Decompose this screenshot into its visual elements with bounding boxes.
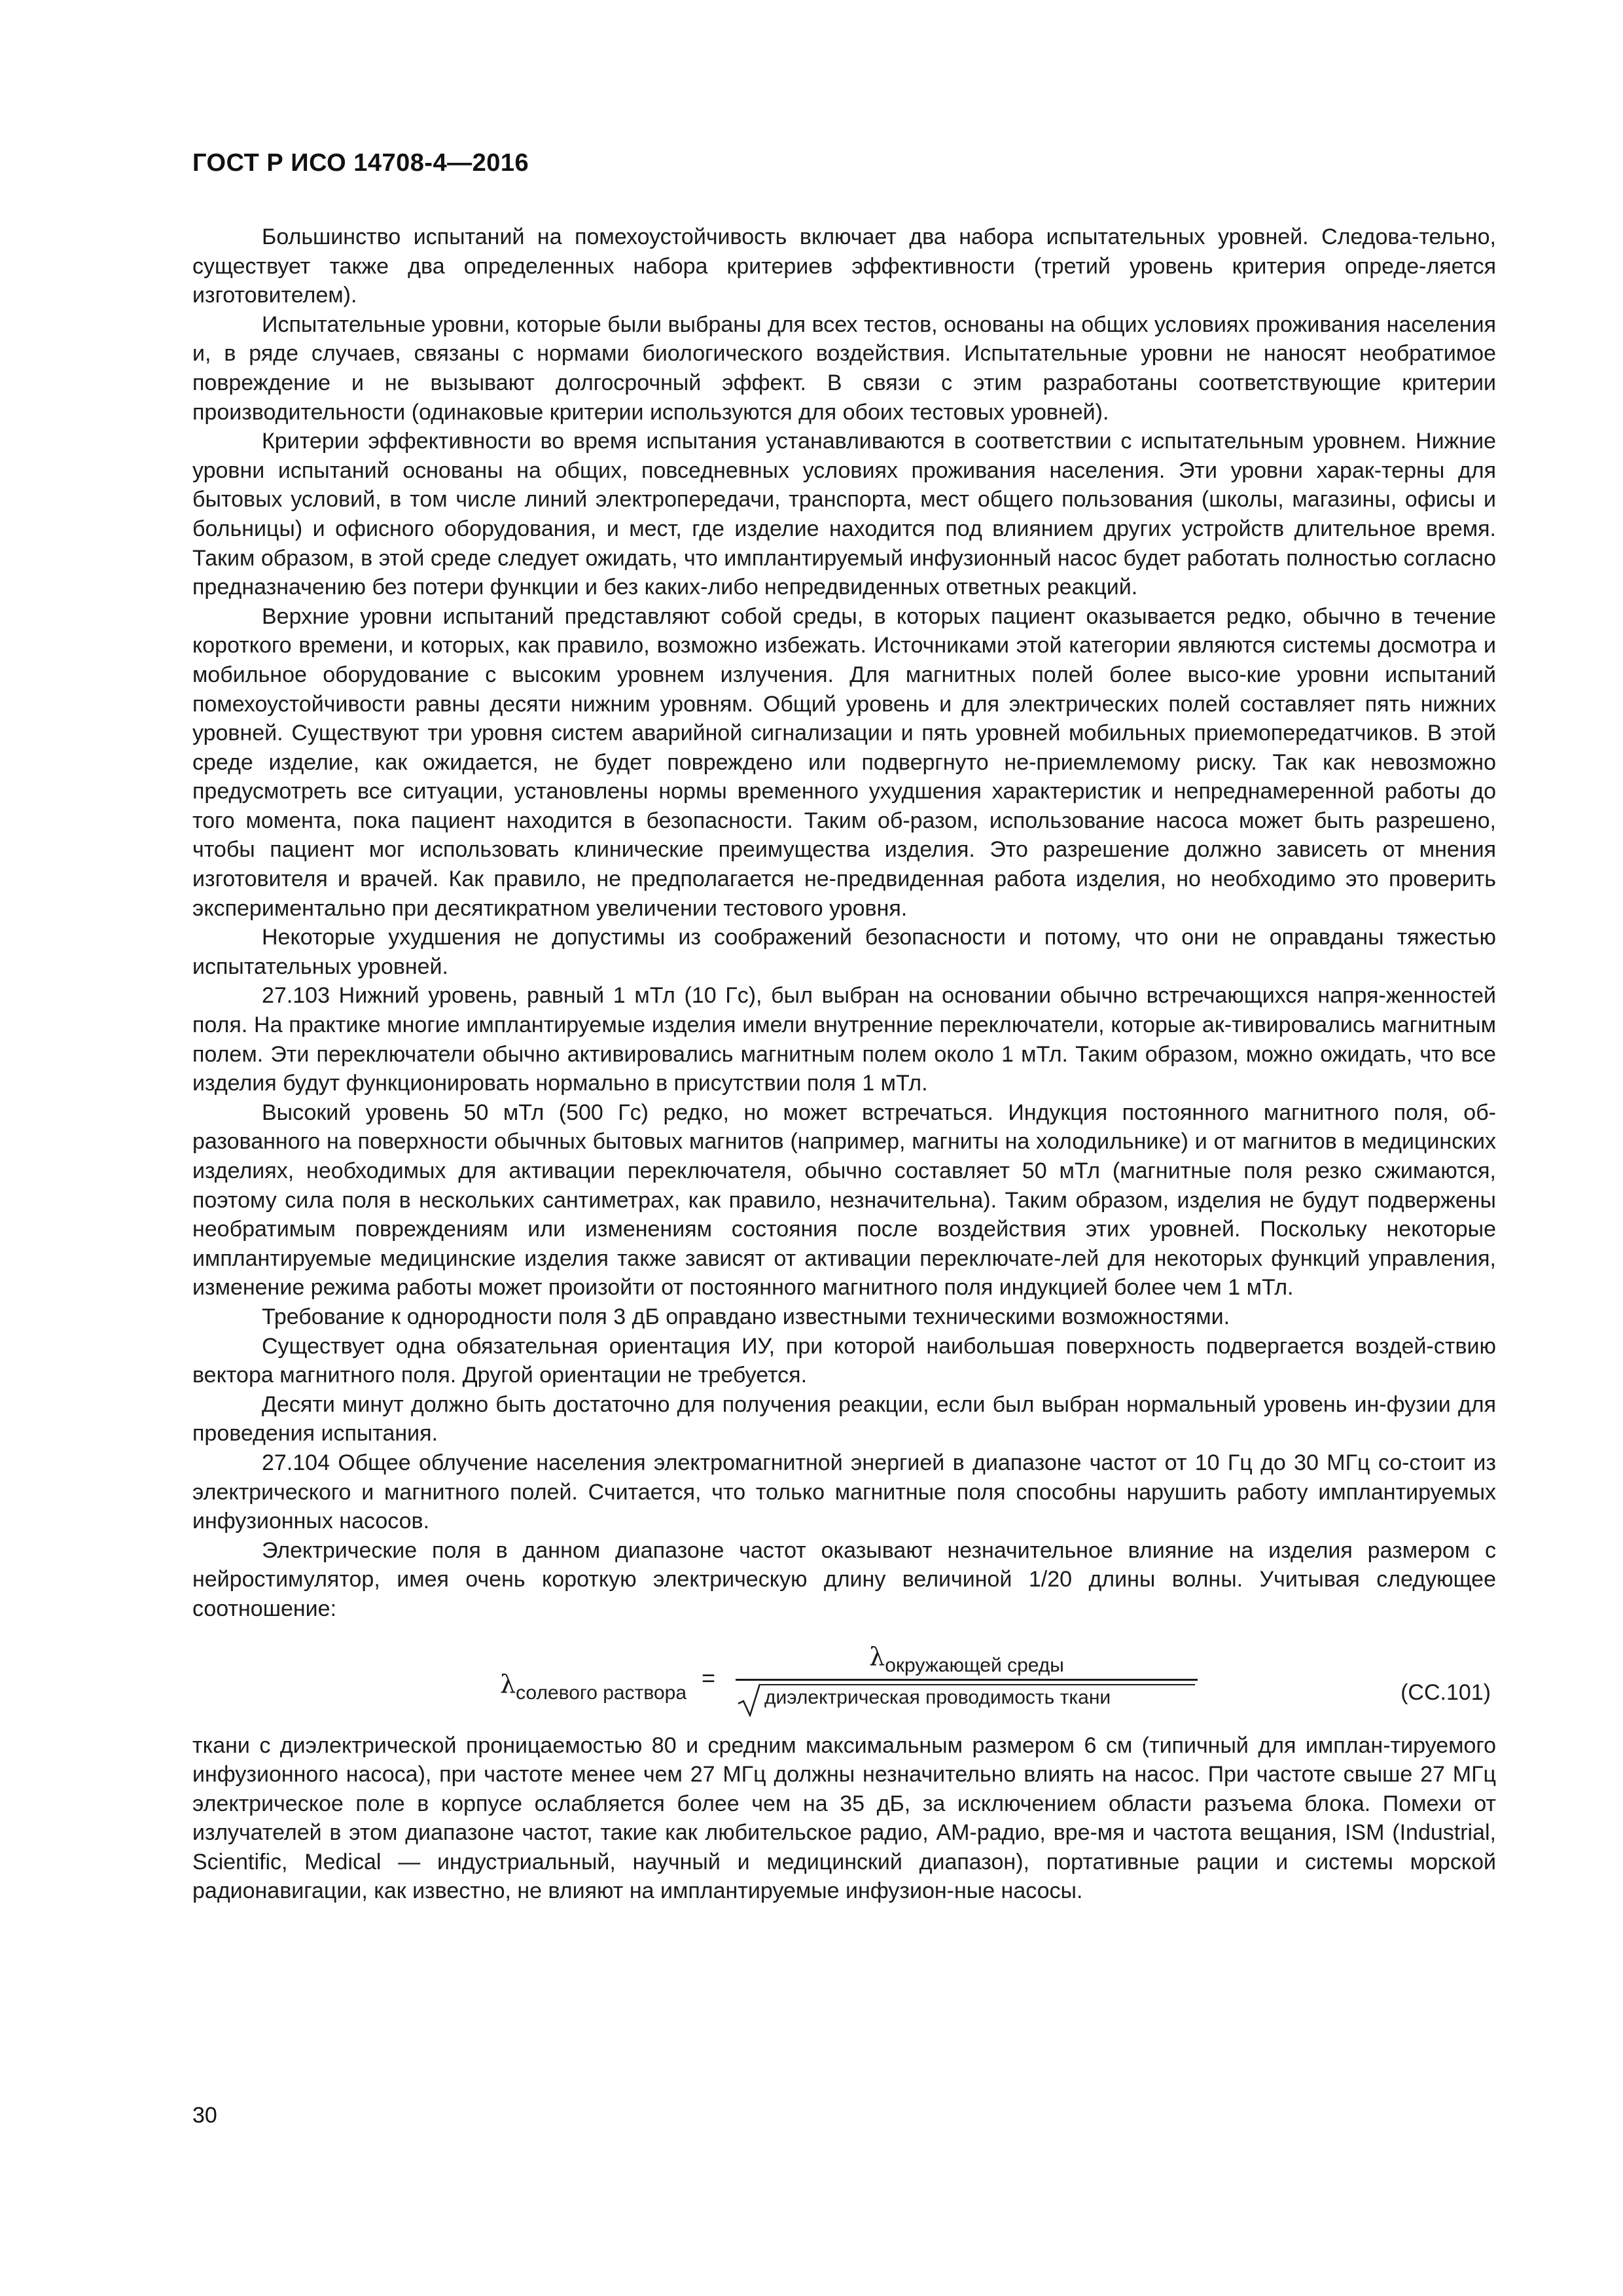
paragraph: Испытательные уровни, которые были выбраны для всех тестов, основаны на общих условиях проживания населения и, в ряде случаев, связаны с нормами биологического воздействия. Испытательные уровни не наносят необратимое повреждение и не вызывают долгосрочный эффект. В связи с этим разработаны соответствующие критерии производительности (одинаковые критерии используются для обоих тестовых уровней).: [192, 312, 1496, 425]
formula-numerator-subscript: окружающей среды: [885, 1654, 1064, 1676]
paragraph: 27.104 Общее облучение населения электромагнитной энергией в диапазоне частот от 10 Гц до 30 МГц со-стоит из электрического и магнитного полей. Считается, что только магнитные поля способны нарушить работу имплантируемых инфузионных насосов.: [192, 1450, 1496, 1534]
formula-numerator: [736, 1641, 1198, 1676]
formula-denominator: диэлектрическая проводимость ткани: [764, 1686, 1111, 1708]
lambda-symbol: λ: [869, 1641, 885, 1671]
page-number: 30: [192, 2103, 217, 2128]
formula-left-side: [500, 1669, 687, 1704]
lambda-symbol: λ: [500, 1669, 516, 1698]
formula-left-subscript: солевого раствора: [516, 1681, 687, 1704]
square-root-icon: [737, 1681, 760, 1717]
body-text: [192, 223, 1496, 1906]
paragraph: Большинство испытаний на помехоустойчивость включает два набора испытательных уровней. Следова-тельно, существует также два определенных набора критериев эффективности (третий уровень критерия опреде-ляется изготовителем).: [192, 224, 1496, 308]
formula-fraction: [736, 1638, 1198, 1722]
square-root-bar: [760, 1684, 1195, 1685]
paragraph: Существует одна обязательная ориентация ИУ, при которой наибольшая поверхность подвергается воздей-ствию вектора магнитного поля. Другой ориентации не требуется.: [192, 1333, 1496, 1388]
paragraph: Электрические поля в данном диапазоне частот оказывают незначительное влияние на изделия размером с нейростимулятор, имея очень короткую электрическую длину величиной 1/20 длины волны. Учитывая следующее соотношение:: [192, 1537, 1496, 1621]
formula: [500, 1638, 1207, 1722]
formula-block: [192, 1638, 1496, 1722]
paragraph: Некоторые ухудшения не допустимы из соображений безопасности и потому, что они не оправданы тяжестью испытательных уровней.: [192, 925, 1496, 979]
paragraph: Верхние уровни испытаний представляют собой среды, в которых пациент оказывается редко, обычно в течение короткого времени, и которых, как правило, возможно избежать. Источниками этой категории являются системы досмотра и мобильное оборудование с высоким уровнем излучения. Для магнитных полей более высо-кие уровни испытаний помехоустойчивости равны десяти нижним уровням. Общий уровень и для электрических полей составляет пять нижних уровней. Существуют три уровня систем аварийной сигнализации и пять уровней мобильных приемопередатчиков. В этой среде изделие, как ожидается, не будет повреждено или подвергнуто не-приемлемому риску. Так как невозможно предусмотреть все ситуации, установлены нормы временного ухудшения характеристик и непреднамеренной работы до того момента, пока пациент находится в безопасности. Таким об-разом, использование насоса может быть разрешено, чтобы пациент мог использовать клинические преимущества изделия. Это разрешение должно зависеть от мнения изготовителя и врачей. Как правило, не предполагается не-предвиденная работа изделия, но необходимо это проверить экспериментально при десятикратном увеличении тестового уровня.: [192, 603, 1496, 921]
equals-sign: =: [702, 1664, 716, 1691]
paragraph: ткани с диэлектрической проницаемостью 80 и средним максимальным размером 6 см (типичный для имплан-тируемого инфузионного насоса), при частоте менее чем 27 МГц должны незначительно влиять на насос. При частоте свыше 27 МГц электрическое поле в корпусе ослабляется более чем на 35 дБ, за исключением области разъема блока. Помехи от излучателей в этом диапазоне частот, такие как любительское радио, АМ-радио, вре-мя и частота вещания, ISM (Industrial, Scientific, Medical — индустриальный, научный и медицинский диапазон), портативные рации и системы морской радионавигации, как известно, не влияют на имплантируемые инфузион-ные насосы.: [192, 1732, 1496, 1904]
paragraph: Требование к однородности поля 3 дБ оправдано известными техническими возможностями.: [262, 1304, 1230, 1329]
fraction-line: [736, 1679, 1198, 1681]
paragraph: Десяти минут должно быть достаточно для получения реакции, если был выбран нормальный уровень ин-фузии для проведения испытания.: [192, 1391, 1496, 1446]
paragraph: 27.103 Нижний уровень, равный 1 мТл (10 Гс), был выбран на основании обычно встречающихся напря-женностей поля. На практике многие имплантируемые изделия имели внутренние переключатели, которые ак-тивировались магнитным полем. Эти переключатели обычно активировались магнитным полем около 1 мТл. Таким образом, можно ожидать, что все изделия будут функционировать нормально в присутствии поля 1 мТл.: [192, 983, 1496, 1096]
equation-number: (СС.101): [1400, 1679, 1491, 1705]
document-header: ГОСТ Р ИСО 14708-4—2016: [192, 149, 529, 177]
paragraph: Высокий уровень 50 мТл (500 Гс) редко, но может встречаться. Индукция постоянного магнитного поля, об-разованного на поверхности обычных бытовых магнитов (например, магниты на холодильнике) и от магнитов в медицинских изделиях, необходимых для активации переключателя, обычно составляет 50 мТл (магнитные поля резко сжимаются, поэтому сила поля в нескольких сантиметрах, как правило, незначительна). Таким образом, изделия не будут подвержены необратимым повреждениям или изменениям состояния после воздействия этих уровней. Поскольку некоторые имплантируемые медицинские изделия также зависят от активации переключате-лей для некоторых функций управления, изменение режима работы может произойти от постоянного магнитного поля индукцией более чем 1 мТл.: [192, 1100, 1496, 1300]
paragraph: Критерии эффективности во время испытания устанавливаются в соответствии с испытательным уровнем. Нижние уровни испытаний основаны на общих, повседневных условиях проживания населения. Эти уровни харак-терны для бытовых условий, в том числе линий электропередачи, транспорта, мест общего пользования (школы, магазины, офисы и больницы) и офисного оборудования, и мест, где изделие находится под влиянием других устройств длительное время. Таким образом, в этой среде следует ожидать, что имплантируемый инфузионный насос будет работать полностью согласно предназначению без потери функции и без каких-либо непредвиденных ответных реакций.: [192, 429, 1496, 600]
